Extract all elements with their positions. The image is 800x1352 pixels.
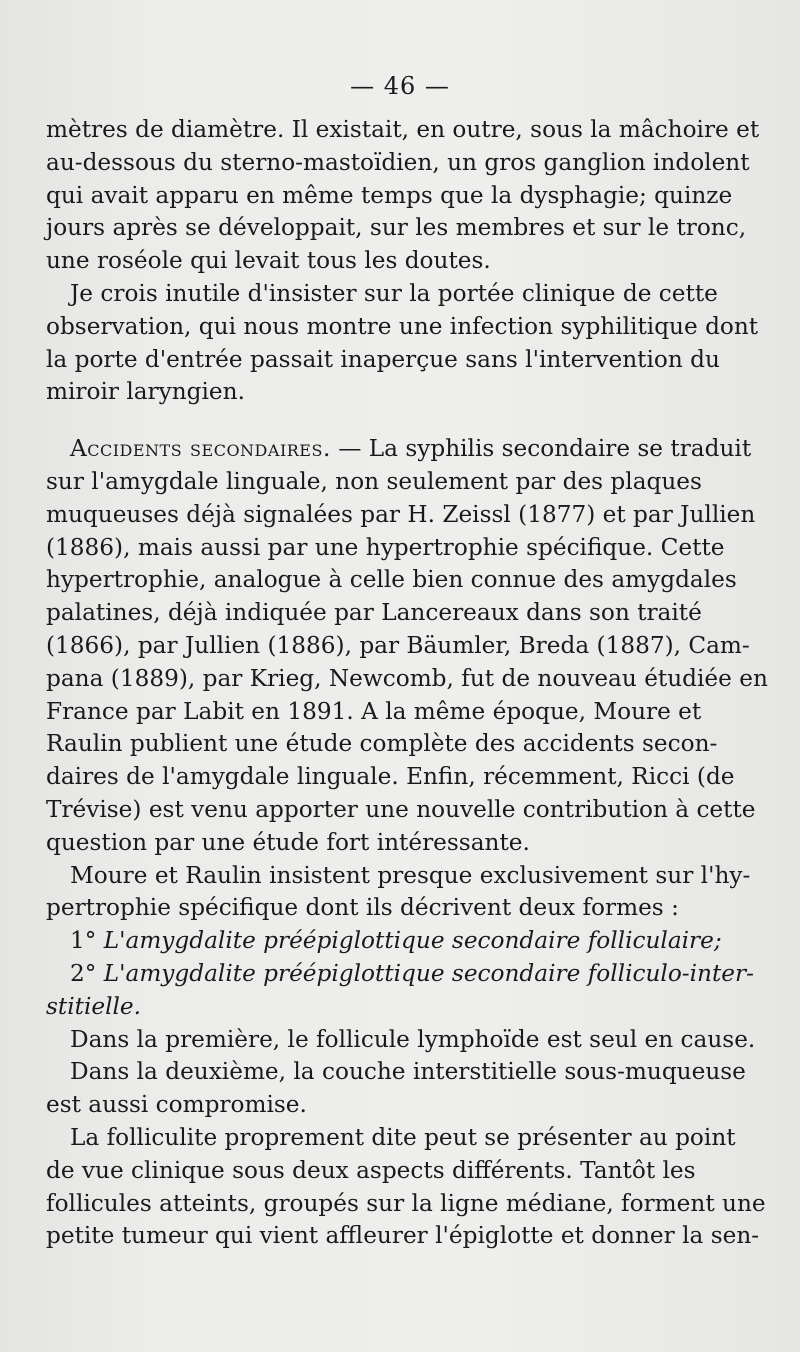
text-line: de vue clinique sous deux aspects différents. Tantôt les [46, 1156, 696, 1184]
text-line: Raulin publient une étude complète des accidents secon- [46, 730, 718, 758]
paragraph [46, 1122, 766, 1253]
paragraph [46, 433, 768, 859]
text-line: pana (1889), par Krieg, Newcomb, fut de nouveau étudiée en [46, 664, 768, 692]
text-line: petite tumeur qui vient affleurer l'épiglotte et donner la sen- [46, 1222, 760, 1250]
text-line: palatines, déjà indiquée par Lancereaux dans son traité [46, 599, 702, 627]
text-line: La folliculite proprement dite peut se présenter au point [70, 1123, 736, 1151]
text-line: daires de l'amygdale linguale. Enfin, récemment, Ricci (de [46, 763, 735, 791]
paragraph [46, 860, 754, 1024]
text-line: est aussi compromise. [46, 1091, 307, 1119]
text-line: miroir laryngien. [46, 378, 245, 406]
text-line: Moure et Raulin insistent presque exclusivement sur l'hy- [70, 861, 751, 889]
paragraph [46, 114, 760, 278]
paragraph [46, 1056, 746, 1122]
text-line: Dans la deuxième, la couche interstitielle sous-muqueuse [70, 1058, 746, 1086]
text-line: pertrophie spécifique dont ils décrivent deux formes : [46, 894, 679, 922]
text-line: sur l'amygdale linguale, non seulement par des plaques [46, 467, 702, 495]
text-line: observation, qui nous montre une infection syphilitique dont [46, 312, 759, 340]
text-line: stitielle. [46, 992, 142, 1020]
text-line [46, 925, 722, 958]
paragraph [46, 1024, 756, 1057]
section-heading: Accidents secondaires. [70, 435, 331, 463]
paragraph [46, 278, 759, 409]
text-line: follicules atteints, groupés sur la ligne médiane, forment une [46, 1189, 766, 1217]
text-line: jours après se développait, sur les membres et sur le tronc, [46, 214, 747, 242]
text-line: hypertrophie, analogue à celle bien connue des amygdales [46, 566, 737, 594]
body-text [46, 114, 768, 1253]
text-line: muqueuses déjà signalées par H. Zeissl (1877) et par Jullien [46, 500, 756, 528]
list-number: 2° [70, 959, 104, 987]
paragraph-gap [46, 409, 676, 433]
text-line [46, 958, 754, 991]
text-line: France par Labit en 1891. A la même époque, Moure et [46, 697, 702, 725]
list-item-text: L'amygdalite préépiglottique secondaire folliculaire; [103, 927, 722, 955]
text-line [46, 433, 752, 466]
text-run: — La syphilis secondaire se traduit [330, 435, 752, 463]
text-line: une roséole qui levait tous les doutes. [46, 247, 491, 275]
text-line: qui avait apparu en même temps que la dysphagie; quinze [46, 181, 733, 209]
text-line: (1866), par Jullien (1886), par Bäumler, Breda (1887), Cam- [46, 631, 750, 659]
text-line: Je crois inutile d'insister sur la portée clinique de cette [70, 279, 718, 307]
text-line: (1886), mais aussi par une hypertrophie spécifique. Cette [46, 533, 725, 561]
text-line: au-dessous du sterno-mastoïdien, un gros ganglion indolent [46, 148, 750, 176]
text-line: Trévise) est venu apporter une nouvelle contribution à cette [46, 795, 756, 823]
list-item-text: L'amygdalite préépiglottique secondaire folliculo-inter- [103, 959, 754, 987]
text-line: question par une étude fort intéressante. [46, 828, 530, 856]
text-line: la porte d'entrée passait inaperçue sans l'intervention du [46, 345, 720, 373]
text-line: Dans la première, le follicule lymphoïde est seul en cause. [70, 1025, 756, 1053]
page-number: — 46 — [350, 72, 450, 100]
list-number: 1° [70, 927, 104, 955]
text-line: mètres de diamètre. Il existait, en outre, sous la mâchoire et [46, 116, 760, 143]
